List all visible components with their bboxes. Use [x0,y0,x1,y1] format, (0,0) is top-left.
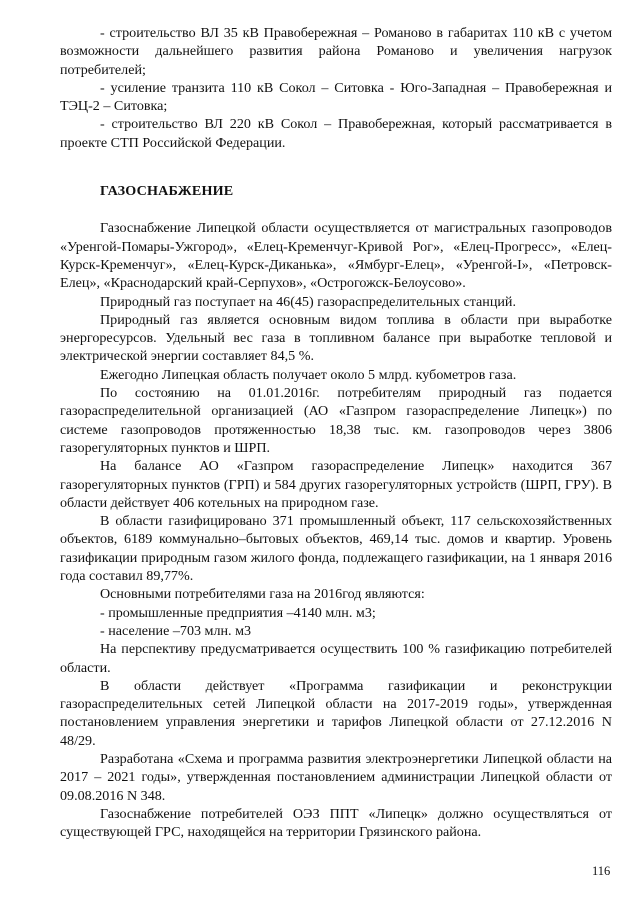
page-number: 116 [592,864,611,878]
paragraph: - строительство ВЛ 220 кВ Сокол – Правобережная, который рассматривается в проекте СТП Российской Федерации. [60,116,612,151]
paragraph: В области действует «Программа газификации и реконструкции газораспределительных сетей Липецкой области на 2017-2019 годы», утвержденная постановлением управления энергетики и тарифов Липецкой области от 27.12.2016 N 48/29. [60,677,612,749]
paragraph: Разработана «Схема и программа развития электроэнергетики Липецкой области на 2017 – 2021 годы», утвержденная постановлением администрации Липецкой области от 09.08.2016 N 348. [60,750,612,804]
section-heading: ГАЗОСНАБЖЕНИЕ [100,183,234,200]
paragraph: Природный газ является основным видом топлива в области при выработке энергоресурсов. Удельный вес газа в топливном балансе при выработке тепловой и электрической энергии составляет 84,5 %. [60,311,612,365]
paragraph: - усиление транзита 110 кВ Сокол – Ситовка - Юго-Западная – Правобережная и ТЭЦ-2 – Ситовка; [60,79,612,115]
paragraph: На балансе АО «Газпром газораспределение Липецк» находится 367 газорегуляторных пунктов (ГРП) и 584 других газорегуляторных устройств (ШРП, ГРУ). В области действует 406 котельных на природном газе. [60,458,612,511]
list-item: - население –703 млн. м3 [100,622,252,639]
list-item: - промышленные предприятия –4140 млн. м3; [100,604,376,621]
paragraph: В области газифицировано 371 промышленный объект, 117 сельскохозяйственных объектов, 6189 коммунально–бытовых объектов, 469,14 тыс. домов и квартир. Уровень газификации природным газом жилого фонда, подлежащего газификации, на 1 января 2016 года составил 89,77%. [60,513,612,585]
paragraph: Газоснабжение Липецкой области осуществляется от магистральных газопроводов «Уренгой-Помары-Ужгород», «Елец-Кременчуг-Кривой Рог», «Елец-Прогресс», «Елец-Курск-Кременчуг», «Елец-Курск-Диканька», «Ямбург-Елец», «Уренгой-I», «Петровск-Елец», «Краснодарский край-Серпухов», «Острогожск-Белоусово». [60,220,612,292]
paragraph: На перспективу предусматривается осуществить 100 % газификацию потребителей области. [60,641,612,676]
document-page [60,24,612,841]
paragraph: Газоснабжение потребителей ОЭЗ ППТ «Липецк» должно осуществляться от существующей ГРС, находящейся на территории Грязинского района. [60,805,612,841]
paragraph: Ежегодно Липецкая область получает около 5 млрд. кубометров газа. [100,366,517,383]
paragraph: Основными потребителями газа на 2016год являются: [100,586,425,603]
paragraph: По состоянию на 01.01.2016г. потребителям природный газ подается газораспределительной организацией (АО «Газпром газораспределение Липецк») по системе газопроводов протяженностью 18,38 тыс. км. газопроводов через 3806 газорегуляторных пунктов и ШРП. [60,385,612,456]
paragraph: Природный газ поступает на 46(45) газораспределительных станций. [100,293,516,310]
paragraph: - строительство ВЛ 35 кВ Правобережная – Романово в габаритах 110 кВ с учетом возможности дальнейшего развития района Романово и увеличения нагрузок потребителей; [60,25,612,78]
